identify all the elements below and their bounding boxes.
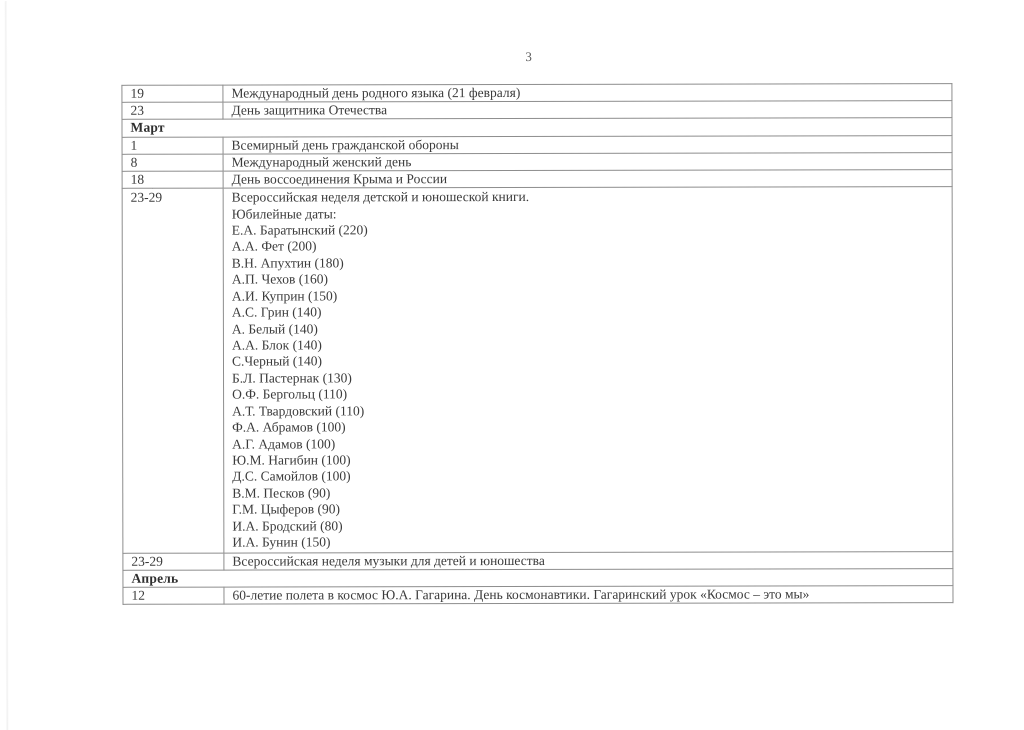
- table-row: [122, 152, 952, 171]
- scanner-edge-artifact: [4, 1, 9, 730]
- table-row: [123, 585, 953, 604]
- date-cell: 23: [122, 102, 223, 119]
- event-cell: Всероссийская неделя детской и юношеской книги. Юбилейные даты: Е.А. Баратынский (220) А.А. Фет (200) В.Н. Апухтин (180) А.П. Чехов (160) А.И. Куприн (150) А.С. Грин (140) А. Белый (140) А.А. Блок (140) С.Черный (140) Б.Л. Пастернак (130) О.Ф. Бергольц (110) А.Т. Твардовский (110) Ф.А. Абрамов (100) А.Г. Адамов (100) Ю.М. Нагибин (100) Д.С. Самойлов (100) В.М. Песков (90) Г.М. Цыферов (90) И.А. Бродский (80) И.А. Бунин (150): [223, 187, 953, 553]
- month-header-row: [122, 118, 952, 137]
- page-number: 3: [525, 48, 532, 64]
- table-row: [122, 84, 952, 103]
- event-cell: Всемирный день гражданской обороны: [223, 135, 952, 154]
- month-label: Март: [122, 118, 952, 137]
- month-header-row: [123, 568, 953, 587]
- month-label: Апрель: [123, 568, 953, 587]
- date-cell: 8: [122, 154, 223, 171]
- date-cell: 19: [122, 85, 223, 102]
- date-cell: 23-29: [123, 553, 224, 570]
- date-cell: 1: [122, 137, 223, 154]
- table-row: [122, 170, 952, 189]
- event-cell: День воссоединения Крыма и России: [223, 170, 952, 189]
- date-cell: 12: [123, 587, 224, 604]
- event-cell: День защитника Отечества: [223, 101, 952, 120]
- calendar-table-body: [122, 84, 953, 605]
- date-cell: 18: [122, 171, 223, 188]
- calendar-table: [121, 83, 953, 605]
- event-cell: Международный день родного языка (21 февраля): [223, 84, 952, 103]
- date-cell: 23-29: [122, 188, 224, 552]
- table-row: [122, 187, 953, 553]
- table-row: [123, 551, 953, 570]
- table-row: [122, 135, 952, 154]
- event-cell: Всероссийская неделя музыки для детей и юношества: [224, 551, 953, 570]
- event-cell: Международный женский день: [223, 152, 952, 171]
- event-cell: 60-летие полета в космос Ю.А. Гагарина. День космонавтики. Гагаринский урок «Космос – это мы»: [224, 585, 953, 604]
- table-row: [122, 101, 952, 120]
